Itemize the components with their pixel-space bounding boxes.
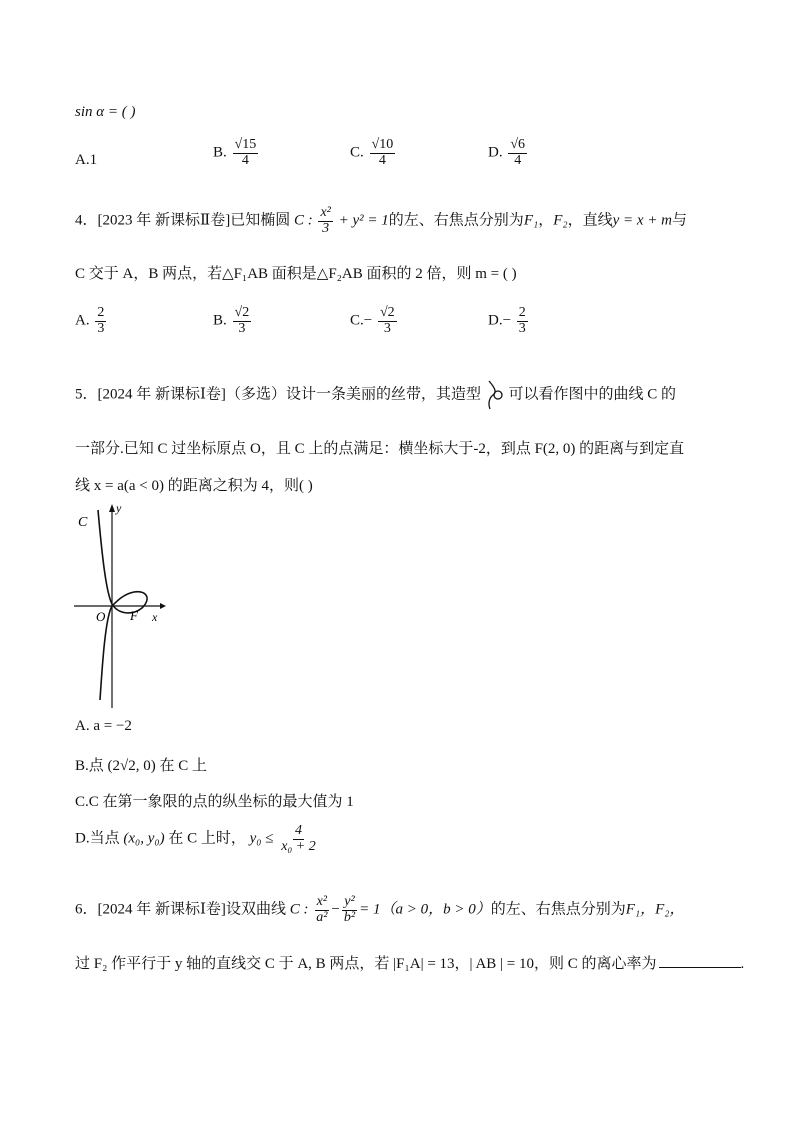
- q4-source: [2023 年 新课标Ⅱ卷]: [97, 212, 231, 229]
- q3-stem-end: sin α = ( ): [75, 104, 136, 120]
- fraction: $\frac{√2}{3}$: [234, 305, 250, 336]
- q4-line1: 4．[2023 年 新课标Ⅱ卷]已知椭圆 C : $\frac{\text{x²}}{3}$ + y² = 1的左、右焦点分别为F₁，F₂，直线y = x + m与: [75, 205, 688, 236]
- q4-line2: C 交于 A，B 两点，若△F₁AB 面积是△F₂AB 面积的 2 倍，则 m = ( ): [75, 266, 517, 282]
- q3-option-c[interactable]: C. $\frac{√10}{4}$: [350, 137, 394, 168]
- fraction: $\frac{2}{3}$: [97, 305, 105, 336]
- fraction: $\frac{2}{3}$: [518, 305, 526, 336]
- q5-option-d[interactable]: D.当点 (x₀, y₀) 在 C 上时， y₀ ≤ $\frac{4}{\text{x₀ + 2}}$: [75, 823, 316, 854]
- q5-line3: 线 x = a(a < 0) 的距离之积为 4，则( ): [75, 478, 313, 494]
- focus-label: F: [130, 608, 138, 623]
- q6-line1: 6．[2024 年 新课标Ⅰ卷]设双曲线 C : $\frac{\text{x²}}{\text{a²}}$ − $\frac{\text{y²}}{\text{b²}}$ = 1（a > 0，b > 0）的左、右焦点分别为F₁，F₂，: [75, 894, 685, 925]
- fraction: $\frac{√15}{4}$: [234, 137, 257, 168]
- q5-curve-graph: [72, 500, 172, 710]
- fraction: $\frac{√6}{4}$: [510, 137, 526, 168]
- q5-option-b[interactable]: B.点 (2√2, 0) 在 C 上: [75, 758, 207, 774]
- y-axis-arrow: [109, 504, 115, 512]
- answer-blank[interactable]: [659, 953, 741, 968]
- q4-option-a[interactable]: A. $\frac{2}{3}$: [75, 305, 105, 336]
- q3-option-b[interactable]: B. $\frac{√15}{4}$: [213, 137, 257, 168]
- q3-option-d[interactable]: D. $\frac{√6}{4}$: [488, 137, 526, 168]
- q5-source: [2024 年 新课标Ⅰ卷]: [97, 386, 226, 403]
- fraction: $\frac{√10}{4}$: [371, 137, 394, 168]
- q5-option-a[interactable]: A. a = −2: [75, 718, 132, 734]
- x-axis-arrow: [160, 603, 166, 609]
- q3-option-a[interactable]: A.1: [75, 152, 98, 168]
- ribbon-shape-icon: [485, 380, 505, 410]
- fraction: $\frac{\text{x²}}{\text{a²}}$: [316, 894, 328, 925]
- fraction: $\frac{\text{x²}}{3}$: [320, 205, 331, 236]
- q5-line2: 一部分.已知 C 过坐标原点 O，且 C 上的点满足：横坐标大于-2，到点 F(2, 0) 的距离与到定直: [75, 441, 685, 457]
- y-axis-label: y: [116, 501, 122, 515]
- q4-option-d[interactable]: D.− $\frac{2}{3}$: [488, 305, 526, 336]
- fraction: $\frac{4}{\text{x₀ + 2}}$: [281, 823, 316, 854]
- curve-label: C: [78, 515, 88, 530]
- curve-c: [98, 510, 147, 700]
- q6-source: [2024 年 新课标Ⅰ卷]: [97, 901, 226, 918]
- fraction: $\frac{√2}{3}$: [379, 305, 395, 336]
- q4-option-b[interactable]: B. $\frac{√2}{3}$: [213, 305, 250, 336]
- x-axis-label: x: [152, 610, 158, 624]
- origin-label: O: [96, 609, 106, 624]
- fraction: $\frac{\text{y²}}{\text{b²}}$: [343, 894, 356, 925]
- q5-option-c[interactable]: C.C 在第一象限的点的纵坐标的最大值为 1: [75, 794, 354, 810]
- q6-line2: 过 F₂ 作平行于 y 轴的直线交 C 于 A, B 两点，若 |F₁A| = 13，| AB | = 10，则 C 的离心率为 .: [75, 952, 744, 973]
- q5-line1: 5．[2024 年 新课标Ⅰ卷]（多选）设计一条美丽的丝带，其造型 可以看作图中的曲线 C 的: [75, 380, 676, 410]
- q4-option-c[interactable]: C.− $\frac{√2}{3}$: [350, 305, 395, 336]
